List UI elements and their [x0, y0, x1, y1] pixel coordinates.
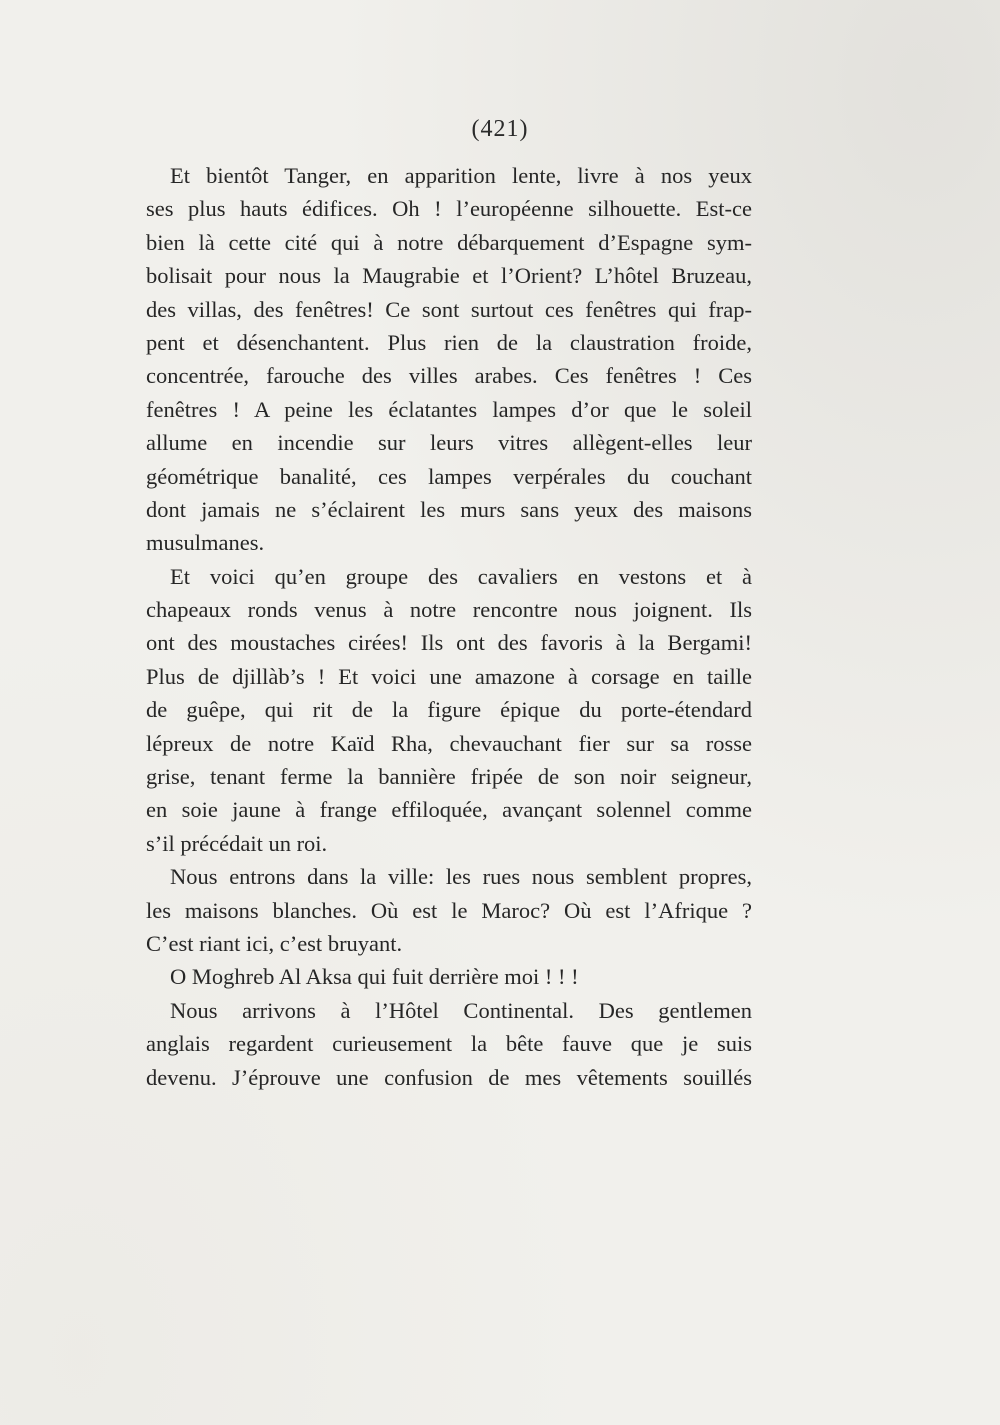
text-line: O Moghreb Al Aksa qui fuit derrière moi ! ! ! — [170, 964, 579, 990]
text-line: Plus de djillàb’s ! Et voici une amazone à corsage en taille — [146, 663, 752, 689]
text-line: C’est riant ici, c’est bruyant. — [146, 930, 403, 956]
text-line: anglais regardent curieusement la bête fauve que je suis — [146, 1031, 752, 1057]
text-line: bolisait pour nous la Maugrabie et l’Orient? L’hôtel Bruzeau, — [146, 263, 752, 289]
text-line: les maisons blanches. Où est le Maroc? Où est l’Afrique ? — [146, 897, 752, 923]
text-line: concentrée, farouche des villes arabes. Ces fenêtres ! Ces — [146, 363, 752, 389]
text-line: de guêpe, qui rit de la figure épique du porte-étendard — [146, 697, 752, 723]
text-line: s’il précédait un roi. — [146, 830, 328, 856]
text-line: grise, tenant ferme la bannière fripée de son noir seigneur, — [146, 764, 752, 790]
text-line: pent et désenchantent. Plus rien de la claustration froide, — [146, 329, 752, 355]
text-line: géométrique banalité, ces lampes verpérales du couchant — [146, 463, 752, 489]
body-text — [146, 159, 752, 1094]
text-line: ont des moustaches cirées! Ils ont des favoris à la Bergami! — [146, 630, 752, 656]
text-line: fenêtres ! A peine les éclatantes lampes d’or que le soleil — [146, 396, 752, 422]
text-line: ses plus hauts édifices. Oh ! l’européenne silhouette. Est-ce — [146, 196, 752, 222]
text-line: Nous arrivons à l’Hôtel Continental. Des gentlemen — [170, 997, 752, 1023]
text-line: musulmanes. — [146, 530, 265, 556]
text-line: Nous entrons dans la ville: les rues nous semblent propres, — [170, 864, 752, 890]
text-line: dont jamais ne s’éclairent les murs sans yeux des maisons — [146, 496, 752, 522]
text-line: allume en incendie sur leurs vitres allègent-elles leur — [146, 430, 752, 456]
text-line: lépreux de notre Kaïd Rha, chevauchant fier sur sa rosse — [146, 730, 752, 756]
text-line: chapeaux ronds venus à notre rencontre nous joignent. Ils — [146, 597, 752, 623]
text-line: Et voici qu’en groupe des cavaliers en vestons et à — [170, 563, 752, 589]
text-line: des villas, des fenêtres! Ce sont surtout ces fenêtres qui frap- — [146, 296, 752, 322]
text-line: Et bientôt Tanger, en apparition lente, livre à nos yeux — [170, 163, 752, 188]
text-line: devenu. J’éprouve une confusion de mes vêtements souillés — [146, 1064, 752, 1090]
text-line: bien là cette cité qui à notre débarquement d’Espagne sym- — [146, 229, 752, 255]
page-number: (421) — [471, 116, 529, 142]
text-line: en soie jaune à frange effiloquée, avançant solennel comme — [146, 797, 752, 823]
